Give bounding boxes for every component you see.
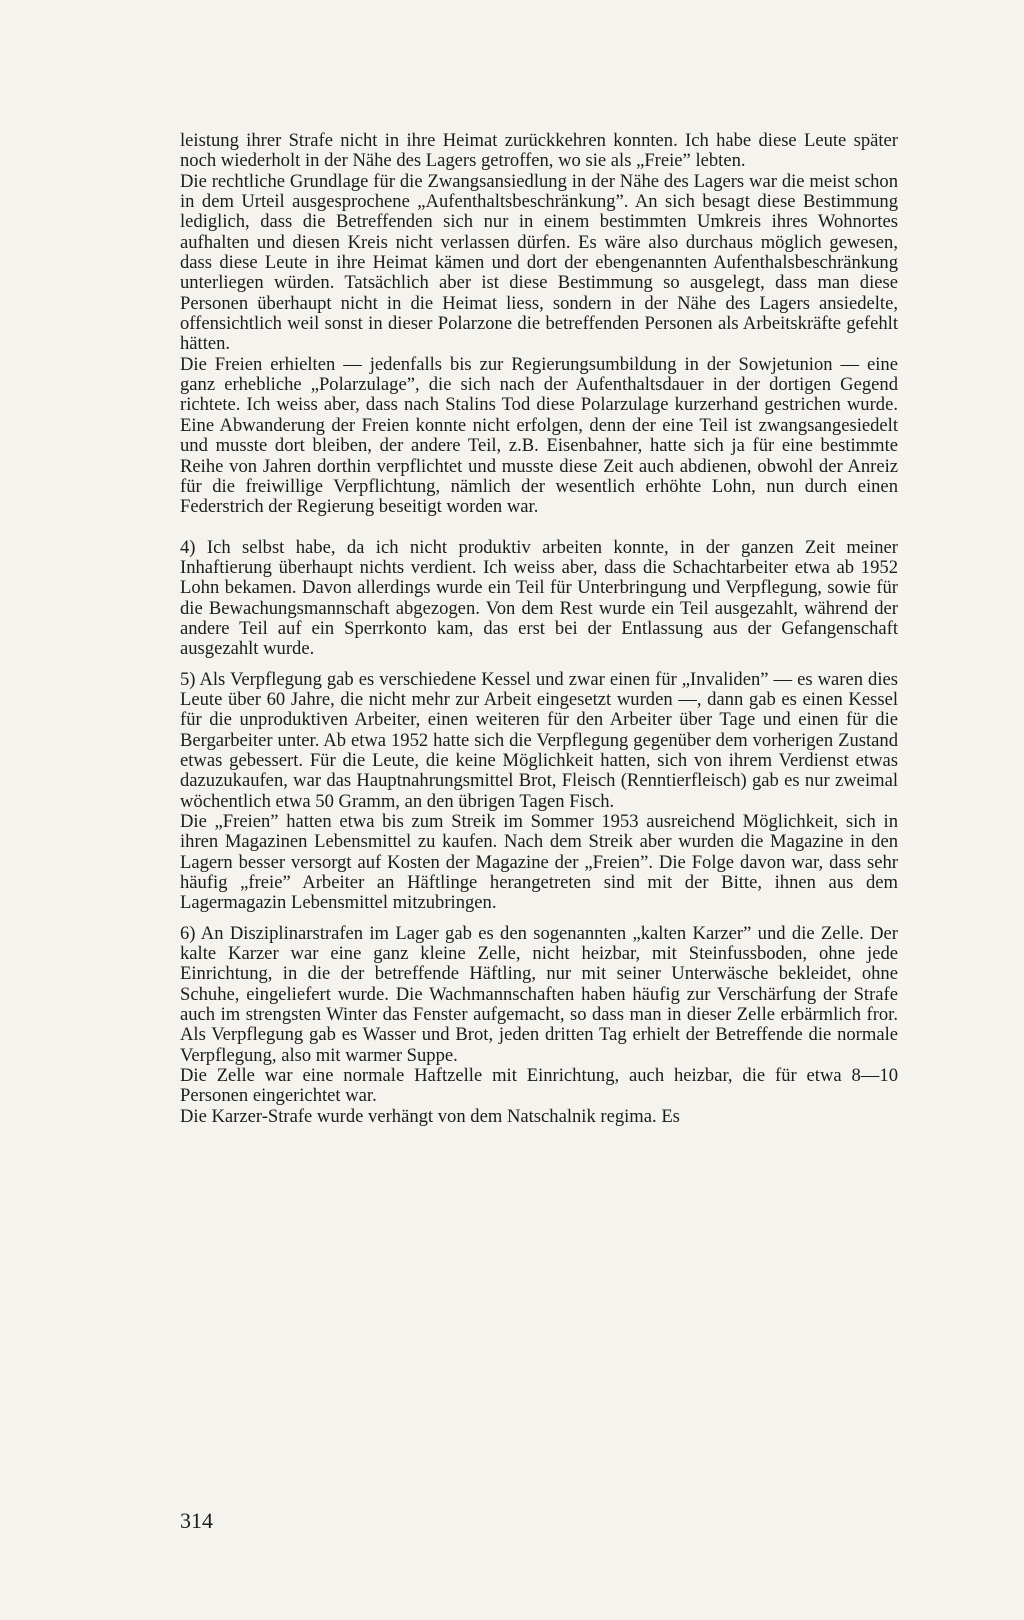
paragraph-legal-basis: Die rechtliche Grundlage für die Zwangsansiedlung in der Nähe des Lagers war die meist schon in dem Urteil ausgesprochene „Aufenthaltsbeschränkung”. An sich besagt diese Bestimmung lediglich, dass die Betreffenden sich nur in einem bestimmten Umkreis ihres Wohnortes aufhalten und diesen Kreis nicht verlassen dürfen. Es wäre also durchaus möglich gewesen, dass diese Leute in ihre Heimat kämen und dort der ebengenannten Aufenthalsbeschränkung unterliegen würden. Tatsächlich aber ist diese Bestimmung so ausgelegt, dass man diese Personen überhaupt nicht in die Heimat liess, sondern in der Nähe des Lagers ansiedelte, offensichtlich weil sonst in dieser Polarzone die betreffenden Personen als Arbeitskräfte gefehlt hätten. [180,170,898,355]
paragraph-polar-allowance: Die Freien erhielten — jedenfalls bis zur Regierungsumbildung in der Sowjetunion — eine ganz erhebliche „Polarzulage”, die sich nach der Aufenthaltsdauer in der dortigen Gegend richtete. Ich weiss aber, dass nach Stalins Tod diese Polarzulage kurzerhand gestrichen wurde. Eine Abwanderung der Freien konnte nicht erfolgen, denn der eine Teil ist zwangsangesiedelt und musste dort bleiben, der andere Teil, z.B. Eisenbahner, hatte sich ja für eine bestimmte Reihe von Jahren dorthin verpflichtet und musste diese Zeit auch abdienen, obwohl der Anreiz für die freiwillige Verpflichtung, nämlich der wesentlich erhöhte Lohn, nun durch einen Federstrich der Regierung beseitigt worden war. [180,353,898,518]
paragraph-item-4-wages: 4) Ich selbst habe, da ich nicht produktiv arbeiten konnte, in der ganzen Zeit meiner Inhaftierung überhaupt nichts verdient. Ich weiss aber, dass die Schachtarbeiter etwa ab 1952 Lohn bekamen. Davon allerdings wurde ein Teil für Unterbringung und Verpflegung, sowie für die Bewachungsmannschaft abgezogen. Von dem Rest wurde ein Teil ausgezahlt, während der andere Teil auf ein Sperrkonto kam, das erst bei der Entlassung aus der Gefangenschaft ausgezahlt wurde. [180,536,898,660]
paragraph-item-6-discipline: 6) An Disziplinarstrafen im Lager gab es den sogenannten „kalten Karzer” und die Zelle. Der kalte Karzer war eine ganz kleine Zelle, nicht heizbar, mit Steinfussboden, ohne jede Einrichtung, in die der betreffende Häftling, nur mit seiner Unterwäsche bekleidet, ohne Schuhe, eingeliefert wurde. Die Wachmannschaften haben häufig zur Verschärfung der Strafe auch im strengsten Winter das Fenster aufgemacht, so dass man in dieser Zelle erbärmlich fror. Als Verpflegung gab es Wasser und Brot, jeden dritten Tag erhielt der Betreffende die normale Verpflegung, also mit warmer Suppe. [180,922,898,1066]
paragraph-karzer-sentence: Die Karzer-Strafe wurde verhängt von dem Natschalnik regima. Es [180,1105,680,1127]
paragraph-cell: Die Zelle war eine normale Haftzelle mit Einrichtung, auch heizbar, die für etwa 8—10 Personen eingerichtet war. [180,1065,898,1107]
paragraph-item-5-food: 5) Als Verpflegung gab es verschiedene Kessel und zwar einen für „Invaliden” — es waren dies Leute über 60 Jahre, die nicht mehr zur Arbeit eingesetzt wurden —, dann gab es einen Kessel für die unproduktiven Arbeiter, einen weiteren für den Arbeiter über Tage und einen für die Bergarbeiter unter. Ab etwa 1952 hatte sich die Verpflegung gegenüber dem vorherigen Zustand etwas gebessert. Für die Leute, die keine Möglichkeit hatten, sich von ihrem Verdienst etwas dazuzukaufen, war das Hauptnahrungsmittel Brot, Fleisch (Renntierfleisch) gab es nur zweimal wöchentlich etwa 50 Gramm, an den übrigen Tagen Fisch. [180,668,898,812]
paragraph-free-workers-magazines: Die „Freien” hatten etwa bis zum Streik im Sommer 1953 ausreichend Möglichkeit, sich in ihren Magazinen Lebensmittel zu kaufen. Nach dem Streik aber wurden die Magazine in den Lagern besser versorgt auf Kosten der Magazine der „Freien”. Die Folge davon war, dass sehr häufig „freie” Arbeiter an Häftlinge herangetreten sind mit der Bitte, ihnen aus dem Lagermagazin Lebensmittel mitzubringen. [180,811,898,914]
paragraph-continuation: leistung ihrer Strafe nicht in ihre Heimat zurückkehren konnten. Ich habe diese Leute später noch wiederholt in der Nähe des Lagers getroffen, wo sie als „Freie” lebten. [180,130,898,172]
body-text [180,131,898,1127]
page-number: 314 [180,1508,213,1533]
